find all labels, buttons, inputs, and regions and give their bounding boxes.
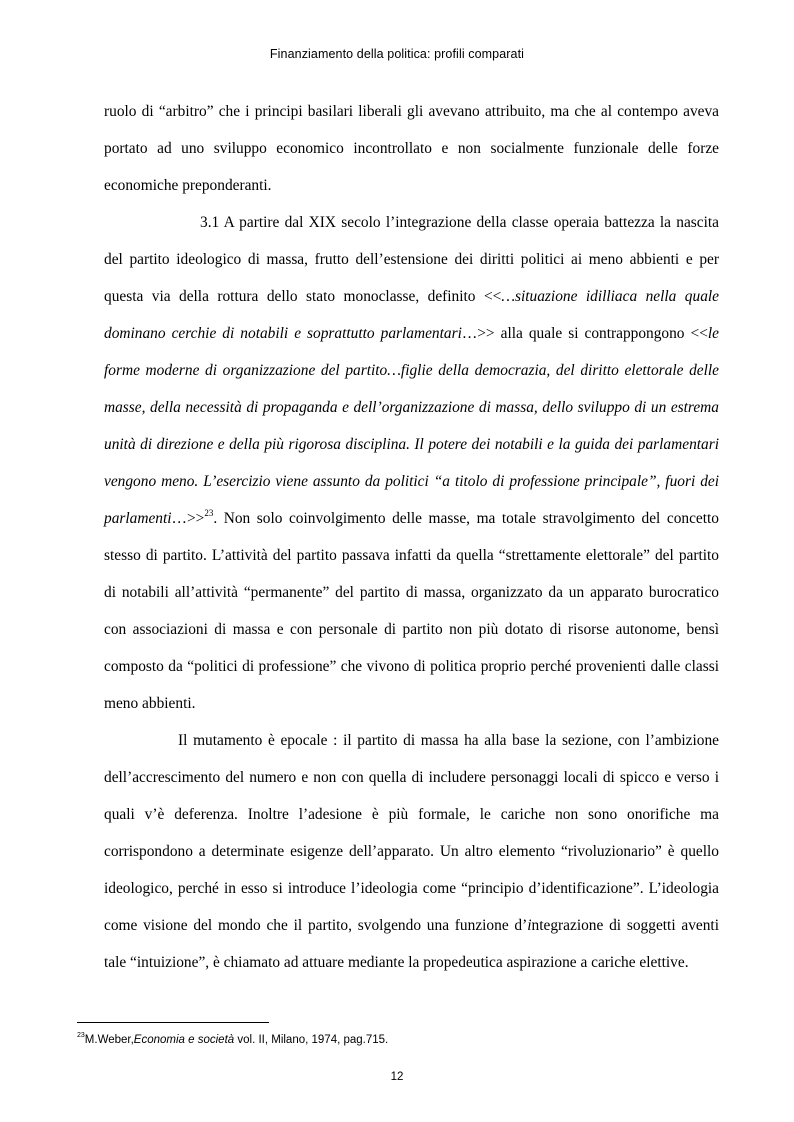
footnote: $^{23}$M.Weber,Economia e società vol. II, Milano, 1974, pag.715.	[77, 1032, 389, 1046]
footnote-number: 23	[77, 1032, 85, 1039]
paragraph-1: ruolo di “arbitro” che i principi basilari liberali gli avevano attribuito, ma che al contempo aveva portato ad uno sviluppo economico incontrollato e non socialmente funzionale delle forze economiche preponderanti.	[104, 103, 719, 194]
running-header: Finanziamento della politica: profili comparati	[269, 47, 525, 61]
paragraph-3: Il mutamento è epocale : il partito di massa ha alla base la sezione, con l’ambizione dell’accrescimento del numero e non con quella di includere personaggi locali di spicco e verso i quali v’è deferenza. Inoltre l’adesione è più formale, le cariche non sono onorifiche ma corrispondono a determinate esigenze dell’apparato. Un altro elemento “rivoluzionario” è quello ideologico, perché in esso si introduce l’ideologia come “principio d’identificazione”. L’ideologia come visione del mondo che il partito, svolgendo una funzione d’integrazione di soggetti aventi tale “intuizione”, è chiamato ad attuare mediante la propedeutica aspirazione a cariche elettive.	[104, 732, 719, 971]
page-number: 12	[390, 1071, 404, 1083]
footnote-separator	[77, 1022, 269, 1023]
footnote-reference: 23	[204, 508, 214, 518]
body-text	[104, 93, 719, 981]
paragraph-2: 3.1 A partire dal XIX secolo l’integrazione della classe operaia battezza la nascita del partito ideologico di massa, frutto dell’estensione dei diritti politici ai meno abbienti e per questa via della rottura dello stato monoclasse, definito <<…situazione idilliaca nella quale dominano cerchie di notabili e soprattutto parlamentari…>> alla quale si contrappongono <<le forme moderne di organizzazione del partito…figlie della democrazia, del diritto elettorale delle masse, della necessità di propaganda e dell’organizzazione di massa, dello sviluppo di un estrema unità di direzione e della più rigorosa disciplina. Il potere dei notabili e la guida dei parlamentari vengono meno. L’esercizio viene assunto da politici “a titolo di professione principale”, fuori dei parlamenti…>>$^{23}$. Non solo coinvolgimento delle masse, ma totale stravolgimento del concetto stesso di partito. L’attività del partito passava infatti da quella “strettamente elettorale” del partito di notabili all’attività “permanente” del partito di massa, organizzato da un apparato burocratico con associazioni di massa e con personale di partito non più dotato di risorse autonome, bensì composto da “politici di professione” che vivono di politica proprio perché provenienti dalle classi meno abbienti.	[104, 214, 720, 712]
